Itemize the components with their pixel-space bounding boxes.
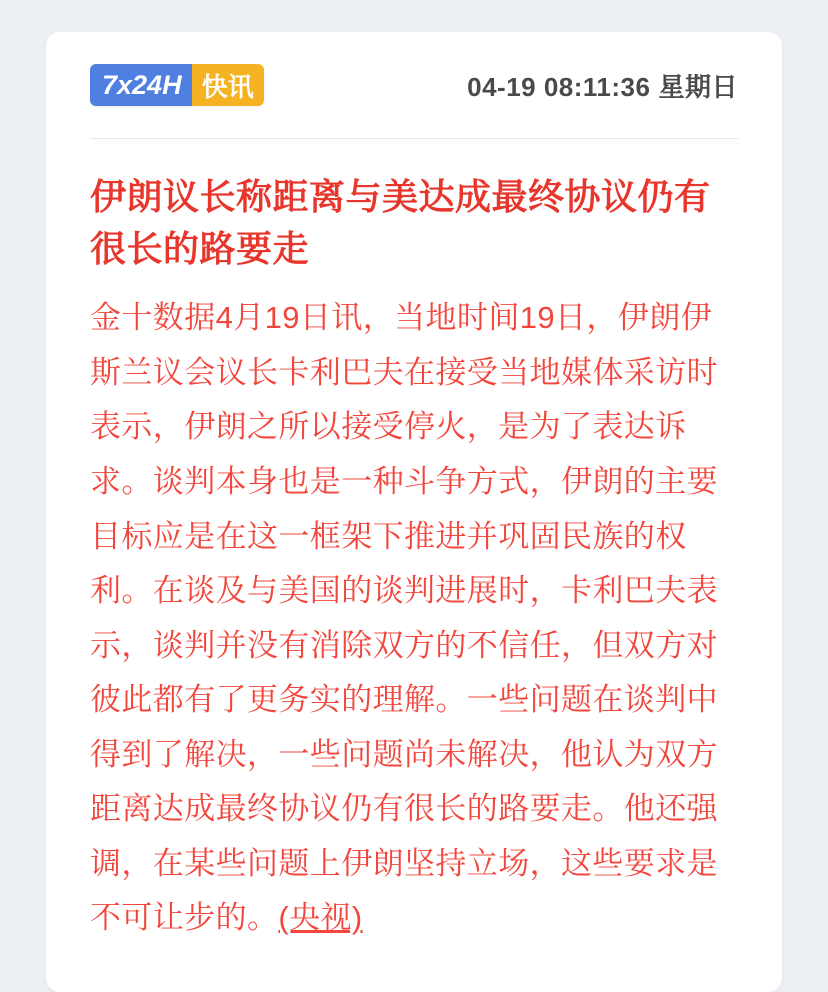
page-title: 伊朗议长称距离与美达成最终协议仍有很长的路要走 bbox=[90, 176, 711, 270]
timestamp-weekday: 星期日 bbox=[658, 71, 738, 102]
article-source: (央视) bbox=[278, 900, 363, 936]
timestamp-time: 04-19 08:11:36 bbox=[467, 71, 651, 102]
badge-flash-label: 快讯 bbox=[192, 64, 264, 106]
card-header bbox=[90, 32, 738, 139]
timestamp bbox=[467, 67, 738, 104]
news-card bbox=[46, 32, 782, 992]
card-content bbox=[46, 32, 782, 986]
live-news-badge bbox=[90, 64, 264, 106]
badge-7x24h-label: 7x24H bbox=[90, 64, 192, 106]
article-body bbox=[90, 291, 738, 986]
article-body-text: 金十数据4月19日讯，当地时间19日，伊朗伊斯兰议会议长卡利巴夫在接受当地媒体采访时表示，伊朗之所以接受停火，是为了表达诉求。谈判本身也是一种斗争方式，伊朗的主要目标应是在这一框架下推进并巩固民族的权利。在谈及与美国的谈判进展时，卡利巴夫表示，谈判并没有消除双方的不信任，但双方对彼此都有了更务实的理解。一些问题在谈判中得到了解决，一些问题尚未解决，他认为双方距离达成最终协议仍有很长的路要走。他还强调，在某些问题上伊朗坚持立场，这些要求是不可让步的。 bbox=[90, 300, 718, 936]
